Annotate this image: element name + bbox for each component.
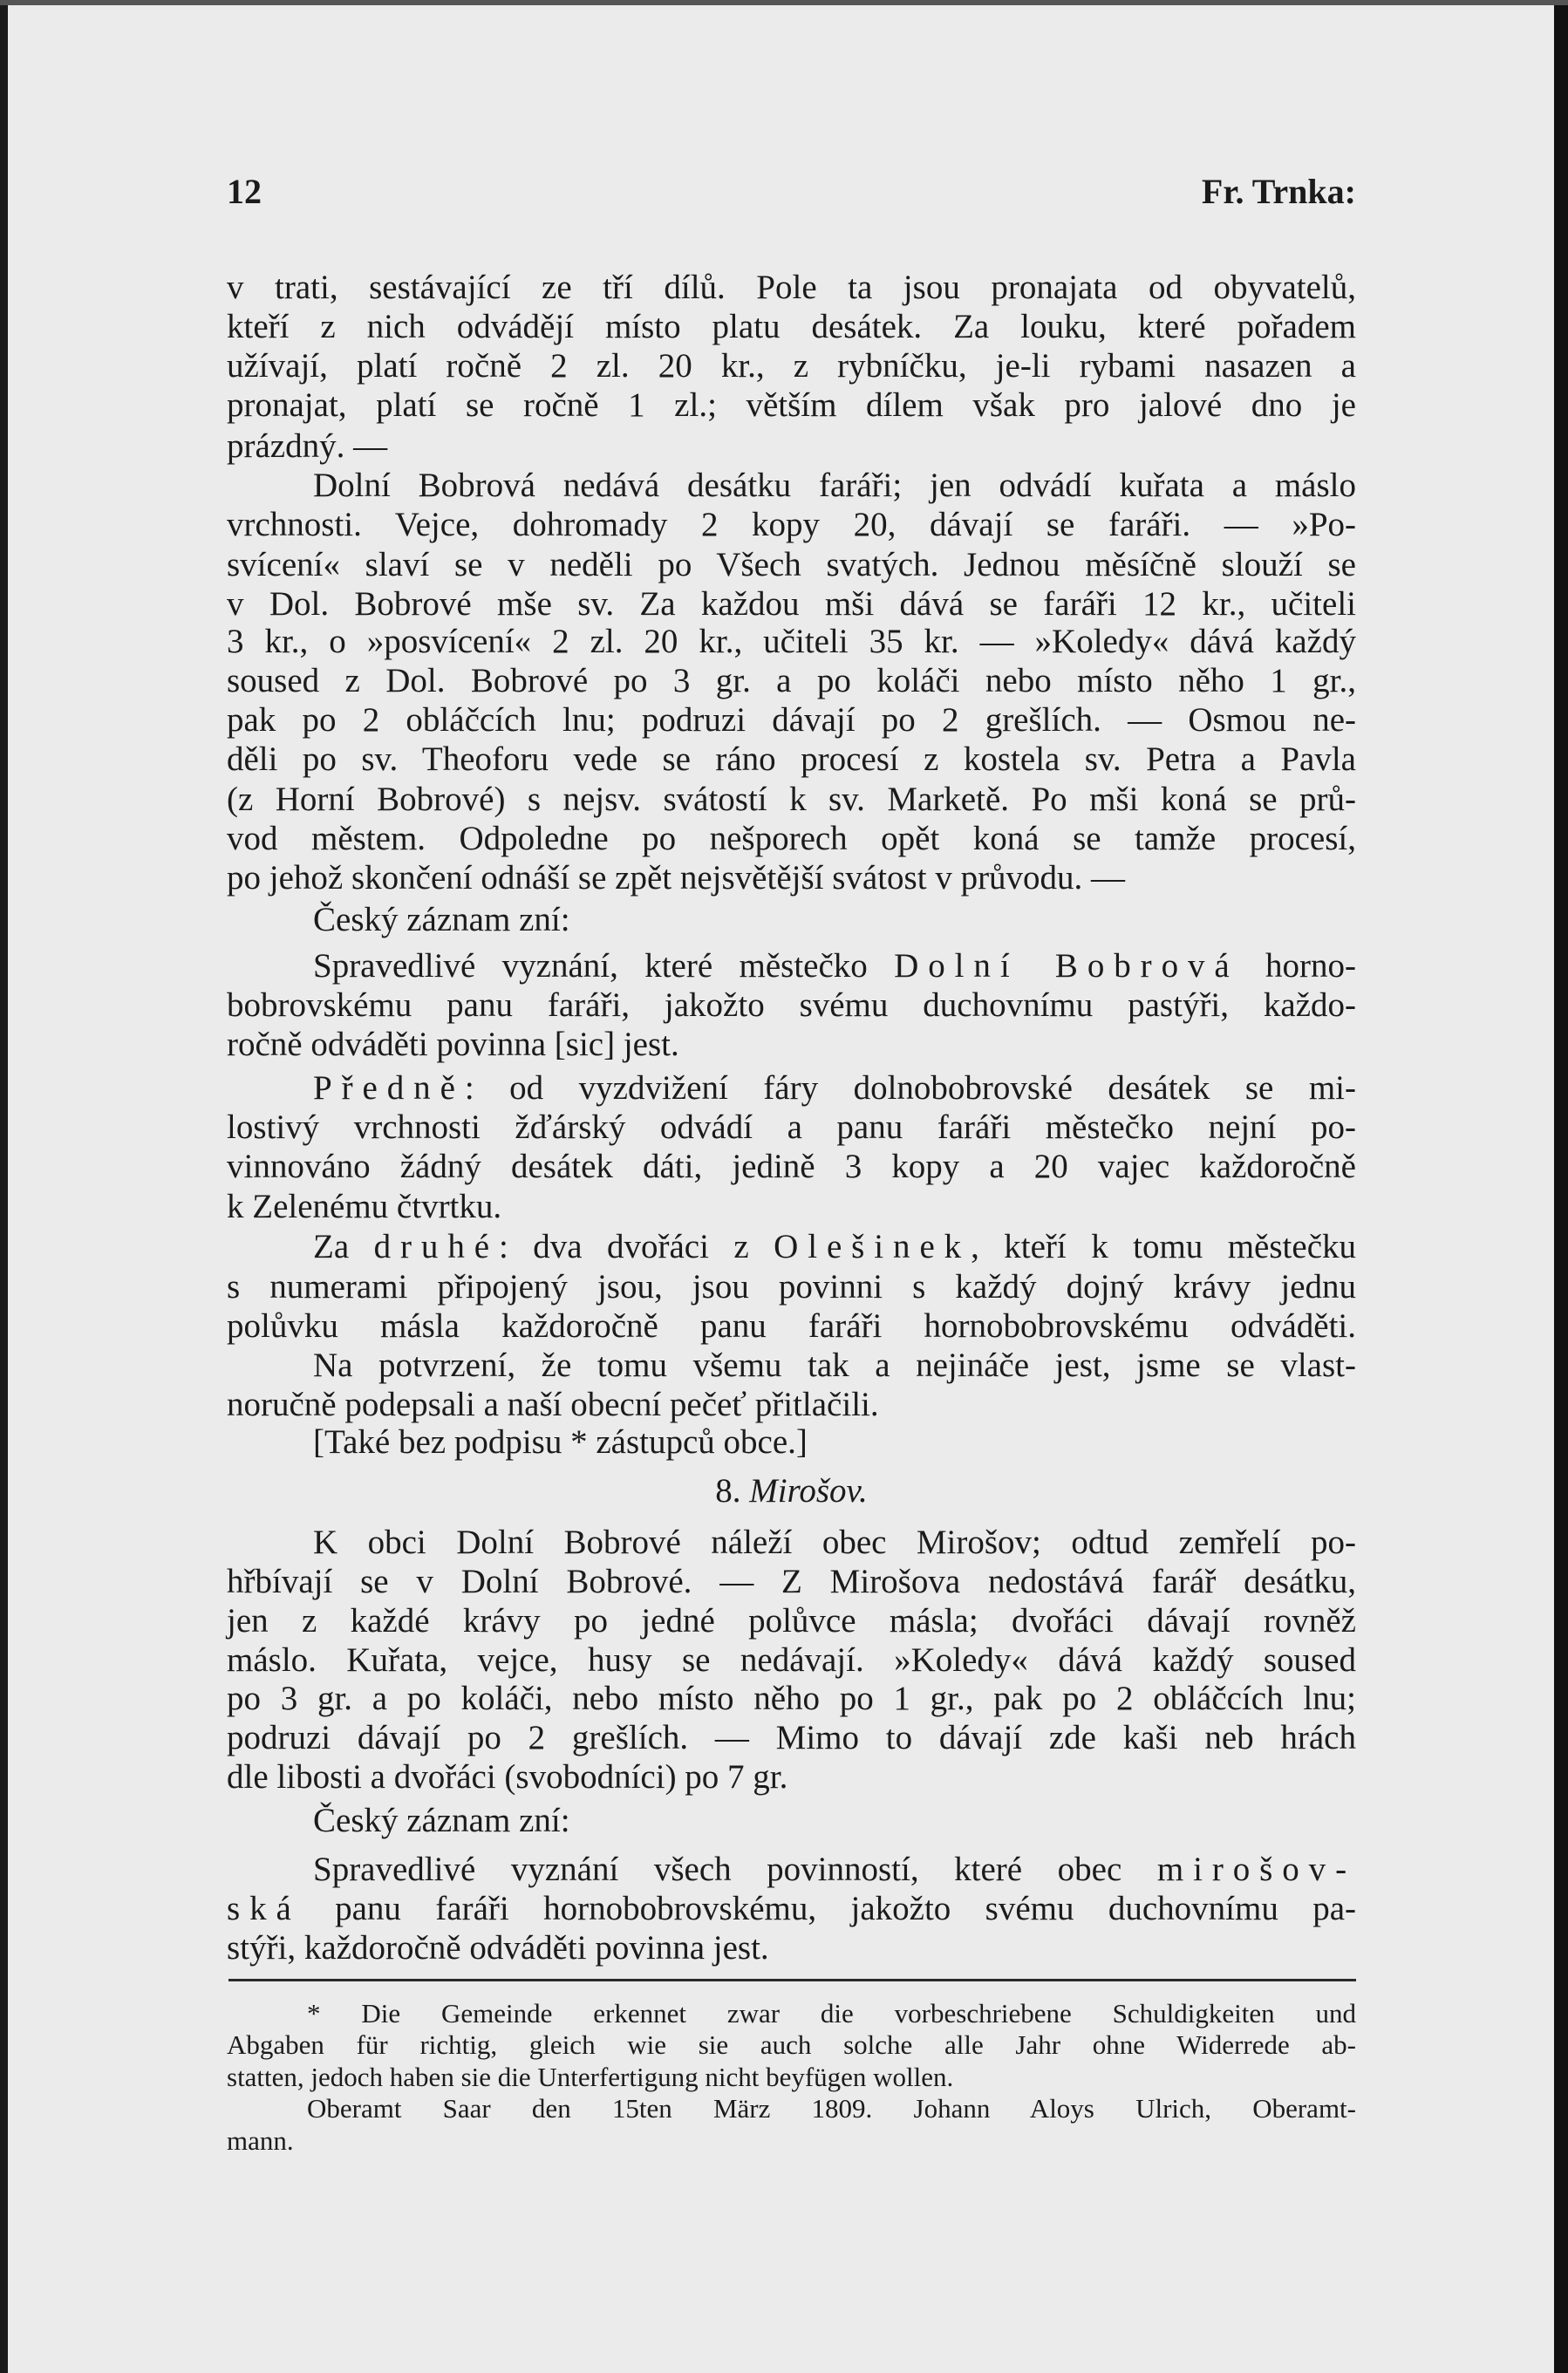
text-line: [Také bez podpisu * zástupců obce.] [313,1423,808,1461]
text-line: hřbívají se v Dolní Bobrové. — Z Mirošova nedostává farář desátku, [227,1563,1356,1600]
text-line: lostivý vrchnosti žďárský odvádí a panu faráři městečko nejní po- [227,1108,1356,1146]
running-title: Fr. Trnka: [1201,172,1356,211]
footnote-line: statten, jedoch haben sie die Unterfertigung nicht beyfügen wollen. [227,2062,954,2092]
text-line [227,1890,1356,1928]
text-line: ročně odváděti povinna [sic] jest. [227,1026,679,1063]
text-line: stýři, každoročně odváděti povinna jest. [227,1929,769,1967]
text-segment: panu faráři hornobobrovskému, jakožto svému duchovnímu pa- [300,1890,1356,1927]
page-number: 12 [227,172,262,211]
footnote-line: * Die Gemeinde erkennet zwar die vorbeschriebene Schuldigkeiten und [307,1998,1356,2029]
text-line: užívají, platí ročně 2 zl. 20 kr., z rybníčku, je-li rybami nasazen a [227,347,1356,385]
text-line: Český záznam zní: [313,901,570,938]
text-line: vinnováno žádný desátek dáti, jedině 3 kopy a 20 vajec každoročně [227,1148,1356,1185]
text-line: svícení« slaví se v neděli po Všech svatých. Jednou měsíčně slouží se [227,546,1356,583]
text-line: polůvku másla každoročně panu faráři hornobobrovskému odváděti. [227,1307,1356,1345]
spaced-emphasis: druhé [373,1228,499,1265]
text-line: pak po 2 obláčcích lnu; podruzi dávají po 2 grešlích. — Osmou ne- [227,701,1356,739]
text-line: děli po sv. Theoforu vede se ráno procesí z kostela sv. Petra a Pavla [227,740,1356,778]
text-line: k Zelenému čtvrtku. [227,1188,502,1225]
spaced-emphasis: Předně [313,1069,465,1107]
footnote-divider [228,1979,1356,1981]
text-line: kteří z nich odvádějí místo platu desátek. Za louku, které pořadem [227,308,1356,345]
text-line [313,1851,1356,1889]
footnote-line: mann. [227,2125,294,2156]
text-segment: Za [313,1228,374,1265]
spaced-emphasis: mirošov- [1156,1851,1356,1888]
text-segment: : dva dvořáci z [498,1228,774,1265]
text-segment: : od vyzdvižení fáry dolnobobrovské desátek se mi- [464,1069,1356,1107]
text-line: (z Horní Bobrové) s nejsv. svátostí k sv. Marketě. Po mši koná se prů- [227,781,1356,818]
text-line: máslo. Kuřata, vejce, husy se nedávají. »Koledy« dává každý soused [227,1641,1356,1679]
text-line [313,1228,1356,1266]
text-line: v trati, sestávající ze tří dílů. Pole ta jsou pronajata od obyvatelů, [227,269,1356,306]
text-line: prázdný. — [227,427,388,465]
text-line: po jehož skončení odnáší se zpět nejsvětější svátost v průvodu. — [227,859,1126,897]
scan-edge-top [0,0,1568,5]
text-line [313,947,1356,985]
text-line: Český záznam zní: [313,1802,570,1839]
text-line: soused z Dol. Bobrové po 3 gr. a po koláči nebo místo něho 1 gr., [227,662,1356,699]
text-segment: horno- [1238,947,1356,985]
text-line: Dolní Bobrová nedává desátku faráři; jen odvádí kuřata a máslo [313,467,1356,504]
text-line: noručně podepsali a naší obecní pečeť přitlačili. [227,1386,879,1423]
text-line: vod městem. Odpoledne po nešporech opět koná se tamže procesí, [227,820,1356,857]
text-line [313,1069,1356,1108]
text-line: 3 kr., o »posvícení« 2 zl. 20 kr., učiteli 35 kr. — »Koledy« dává každý [227,623,1356,660]
spaced-emphasis: Olešinek [774,1228,971,1265]
text-line: jen z každé krávy po jedné polůvce másla; dvořáci dávají rovněž [227,1602,1356,1640]
text-line: K obci Dolní Bobrové náleží obec Mirošov; odtud zemřelí po- [313,1524,1356,1561]
text-segment: 8. [715,1472,750,1510]
section-heading [227,1472,1356,1510]
text-segment: , kteří k tomu městečku [971,1228,1356,1265]
italic-title: Mirošov. [749,1472,868,1510]
text-line: v Dol. Bobrové mše sv. Za každou mši dává se faráři 12 kr., učiteli [227,585,1356,623]
scan-edge-left [0,0,8,2373]
spaced-emphasis: ská [227,1890,301,1927]
text-line: podruzi dávají po 2 grešlích. — Mimo to dávají zde kaši neb hrách [227,1719,1356,1756]
text-segment: Spravedlivé vyznání, které městečko [313,947,895,985]
text-line: Na potvrzení, že tomu všemu tak a nejináče jest, jsme se vlast- [313,1347,1356,1384]
spaced-emphasis: Dolní Bobrová [894,947,1239,985]
text-line: vrchnosti. Vejce, dohromady 2 kopy 20, dávají se faráři. — »Po- [227,506,1356,543]
footnote-line: Abgaben für richtig, gleich wie sie auch solche alle Jahr ohne Widerrede ab- [227,2029,1356,2060]
scan-edge-right [1554,0,1568,2373]
text-line: dle libosti a dvořáci (svobodníci) po 7 gr. [227,1758,788,1796]
footnote-line: Oberamt Saar den 15ten März 1809. Johann Aloys Ulrich, Oberamt- [307,2093,1356,2124]
text-line: po 3 gr. a po koláči, nebo místo něho po 1 gr., pak po 2 obláčcích lnu; [227,1680,1356,1717]
text-line: s numerami připojený jsou, jsou povinni s každý dojný krávy jednu [227,1268,1356,1306]
text-line: pronajat, platí se ročně 1 zl.; větším dílem však pro jalové dno je [227,386,1356,424]
text-line: bobrovskému panu faráři, jakožto svému duchovnímu pastýři, každo- [227,986,1356,1024]
text-segment: Spravedlivé vyznání všech povinností, které obec [313,1851,1157,1888]
